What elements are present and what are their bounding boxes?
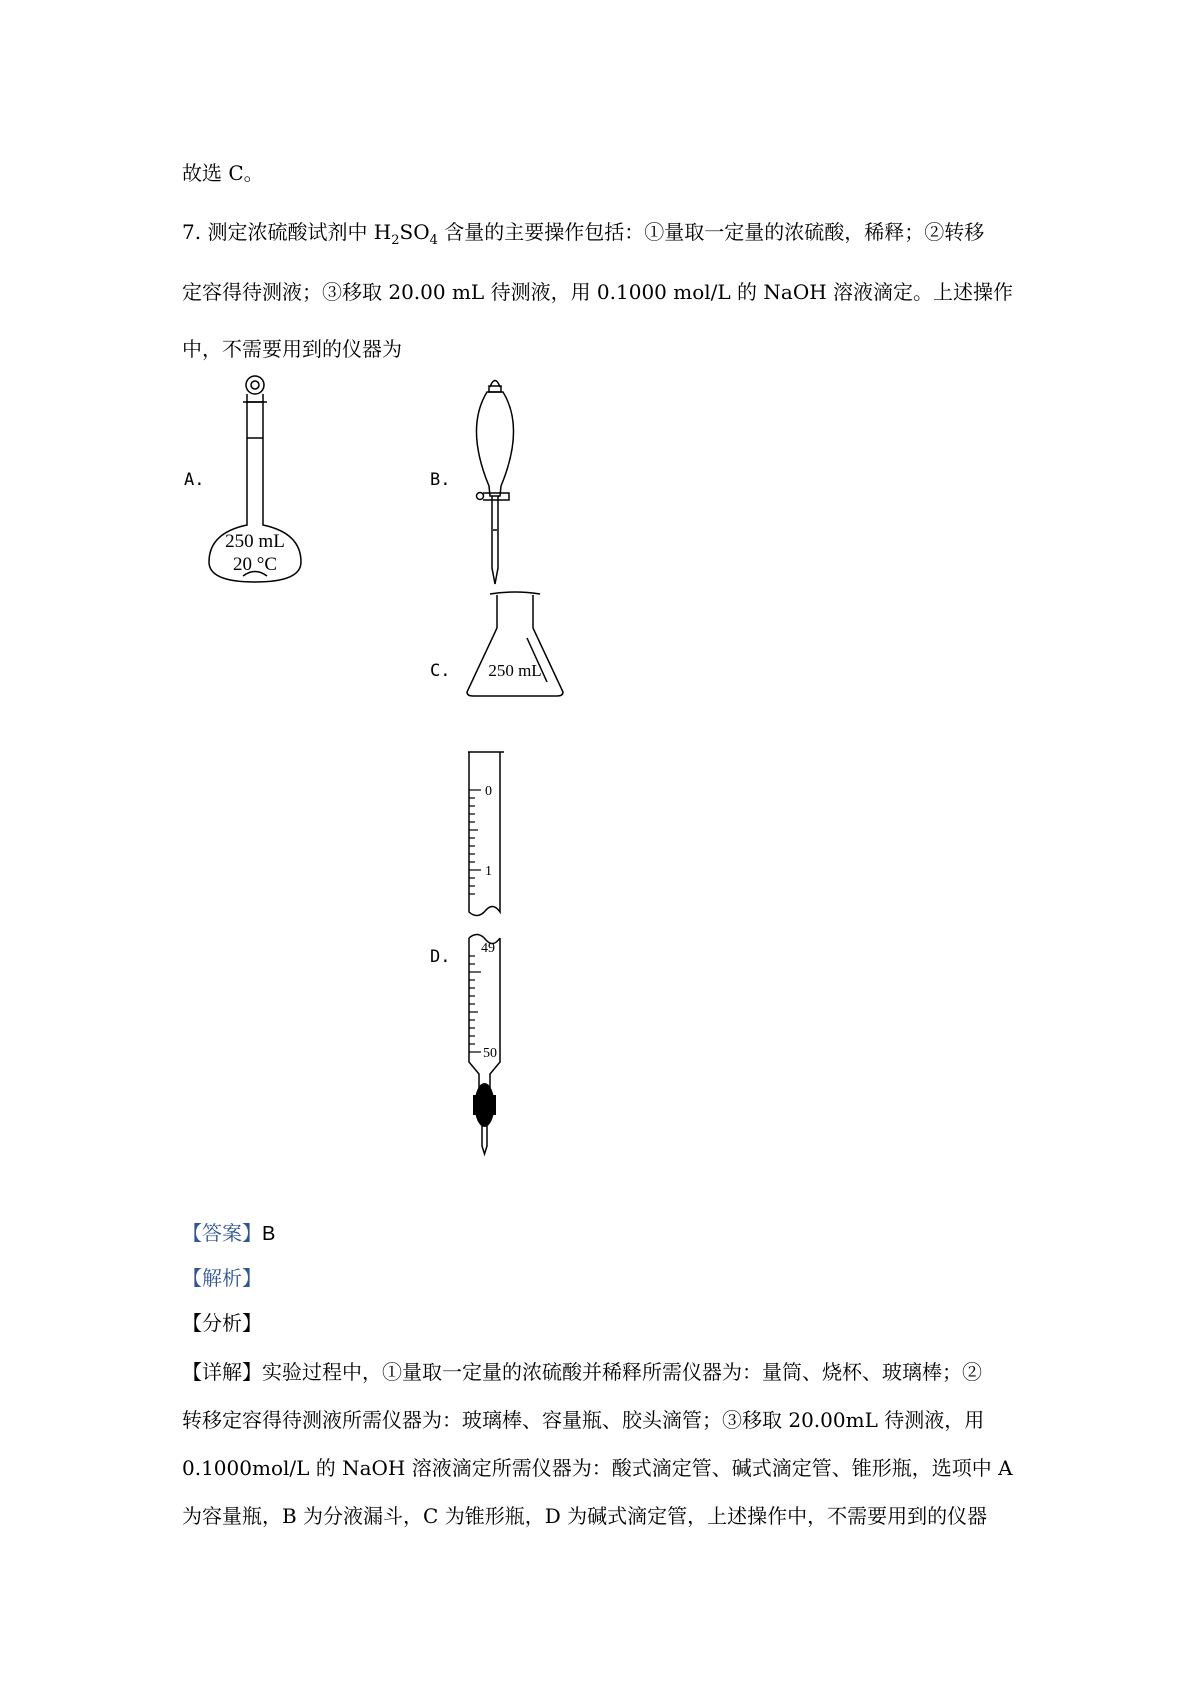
detail-text-1: 实验过程中，①量取一定量的浓硫酸并稀释所需仪器为：量筒、烧杯、玻璃棒；② xyxy=(262,1360,982,1384)
option-d-label: D. xyxy=(430,947,451,967)
flask-volume-label: 250 mL xyxy=(225,531,285,552)
volumetric-flask-image xyxy=(205,375,305,585)
burette-tick-50: 50 xyxy=(483,1046,497,1061)
formula-h: H xyxy=(373,220,392,244)
burette-tick-49: 49 xyxy=(481,941,495,956)
formula-subscript-4: 4 xyxy=(429,233,438,248)
formula-subscript-2: 2 xyxy=(391,233,400,248)
answer-value: B xyxy=(262,1223,276,1245)
burette-image xyxy=(455,750,545,1158)
detail-tag: 【详解】 xyxy=(182,1360,262,1384)
answer-tag-open: 【 xyxy=(182,1221,202,1245)
erlenmeyer-volume-label: 250 mL xyxy=(488,661,542,680)
flask-temp-label: 20 °C xyxy=(232,554,278,575)
option-b-label: B. xyxy=(430,470,451,490)
previous-conclusion: 故选 C。 xyxy=(182,161,264,185)
question-text-post: 含量的主要操作包括：①量取一定量的浓硫酸，稀释；②转移 xyxy=(437,220,985,244)
answer-tag-close: 】 xyxy=(242,1221,262,1245)
question-line-1 xyxy=(182,216,984,248)
separatory-funnel-image xyxy=(465,370,525,590)
burette-tick-1: 1 xyxy=(485,864,492,879)
formula-so: SO xyxy=(399,220,430,244)
question-line-2: 定容得待测液；③移取 20.00 mL 待测液，用 0.1000 mol/L 的 NaOH 溶液滴定。上述操作 xyxy=(182,280,1014,304)
fenxi-heading: 【分析】 xyxy=(182,1311,262,1335)
detail-line-3: 0.1000mol/L 的 NaOH 溶液滴定所需仪器为：酸式滴定管、碱式滴定管、锥形瓶，选项中 A xyxy=(182,1456,1013,1480)
detail-line-1 xyxy=(182,1356,982,1385)
burette-tick-0: 0 xyxy=(485,784,492,799)
detail-line-2: 转移定容得待测液所需仪器为：玻璃棒、容量瓶、胶头滴管；③移取 20.00mL 待测液，用 xyxy=(182,1408,985,1432)
detail-line-4: 为容量瓶，B 为分液漏斗，C 为锥形瓶，D 为碱式滴定管，上述操作中，不需要用到的仪器 xyxy=(182,1504,988,1528)
option-a-label: A. xyxy=(184,470,205,490)
erlenmeyer-flask-image xyxy=(465,590,565,700)
question-text-pre: 7. 测定浓硫酸试剂中 xyxy=(182,220,374,244)
analysis-heading: 【解析】 xyxy=(182,1266,262,1290)
answer-tag: 答案 xyxy=(202,1221,242,1245)
question-line-3: 中，不需要用到的仪器为 xyxy=(182,337,402,361)
option-c-label: C. xyxy=(430,661,451,681)
answer-line xyxy=(182,1217,275,1246)
